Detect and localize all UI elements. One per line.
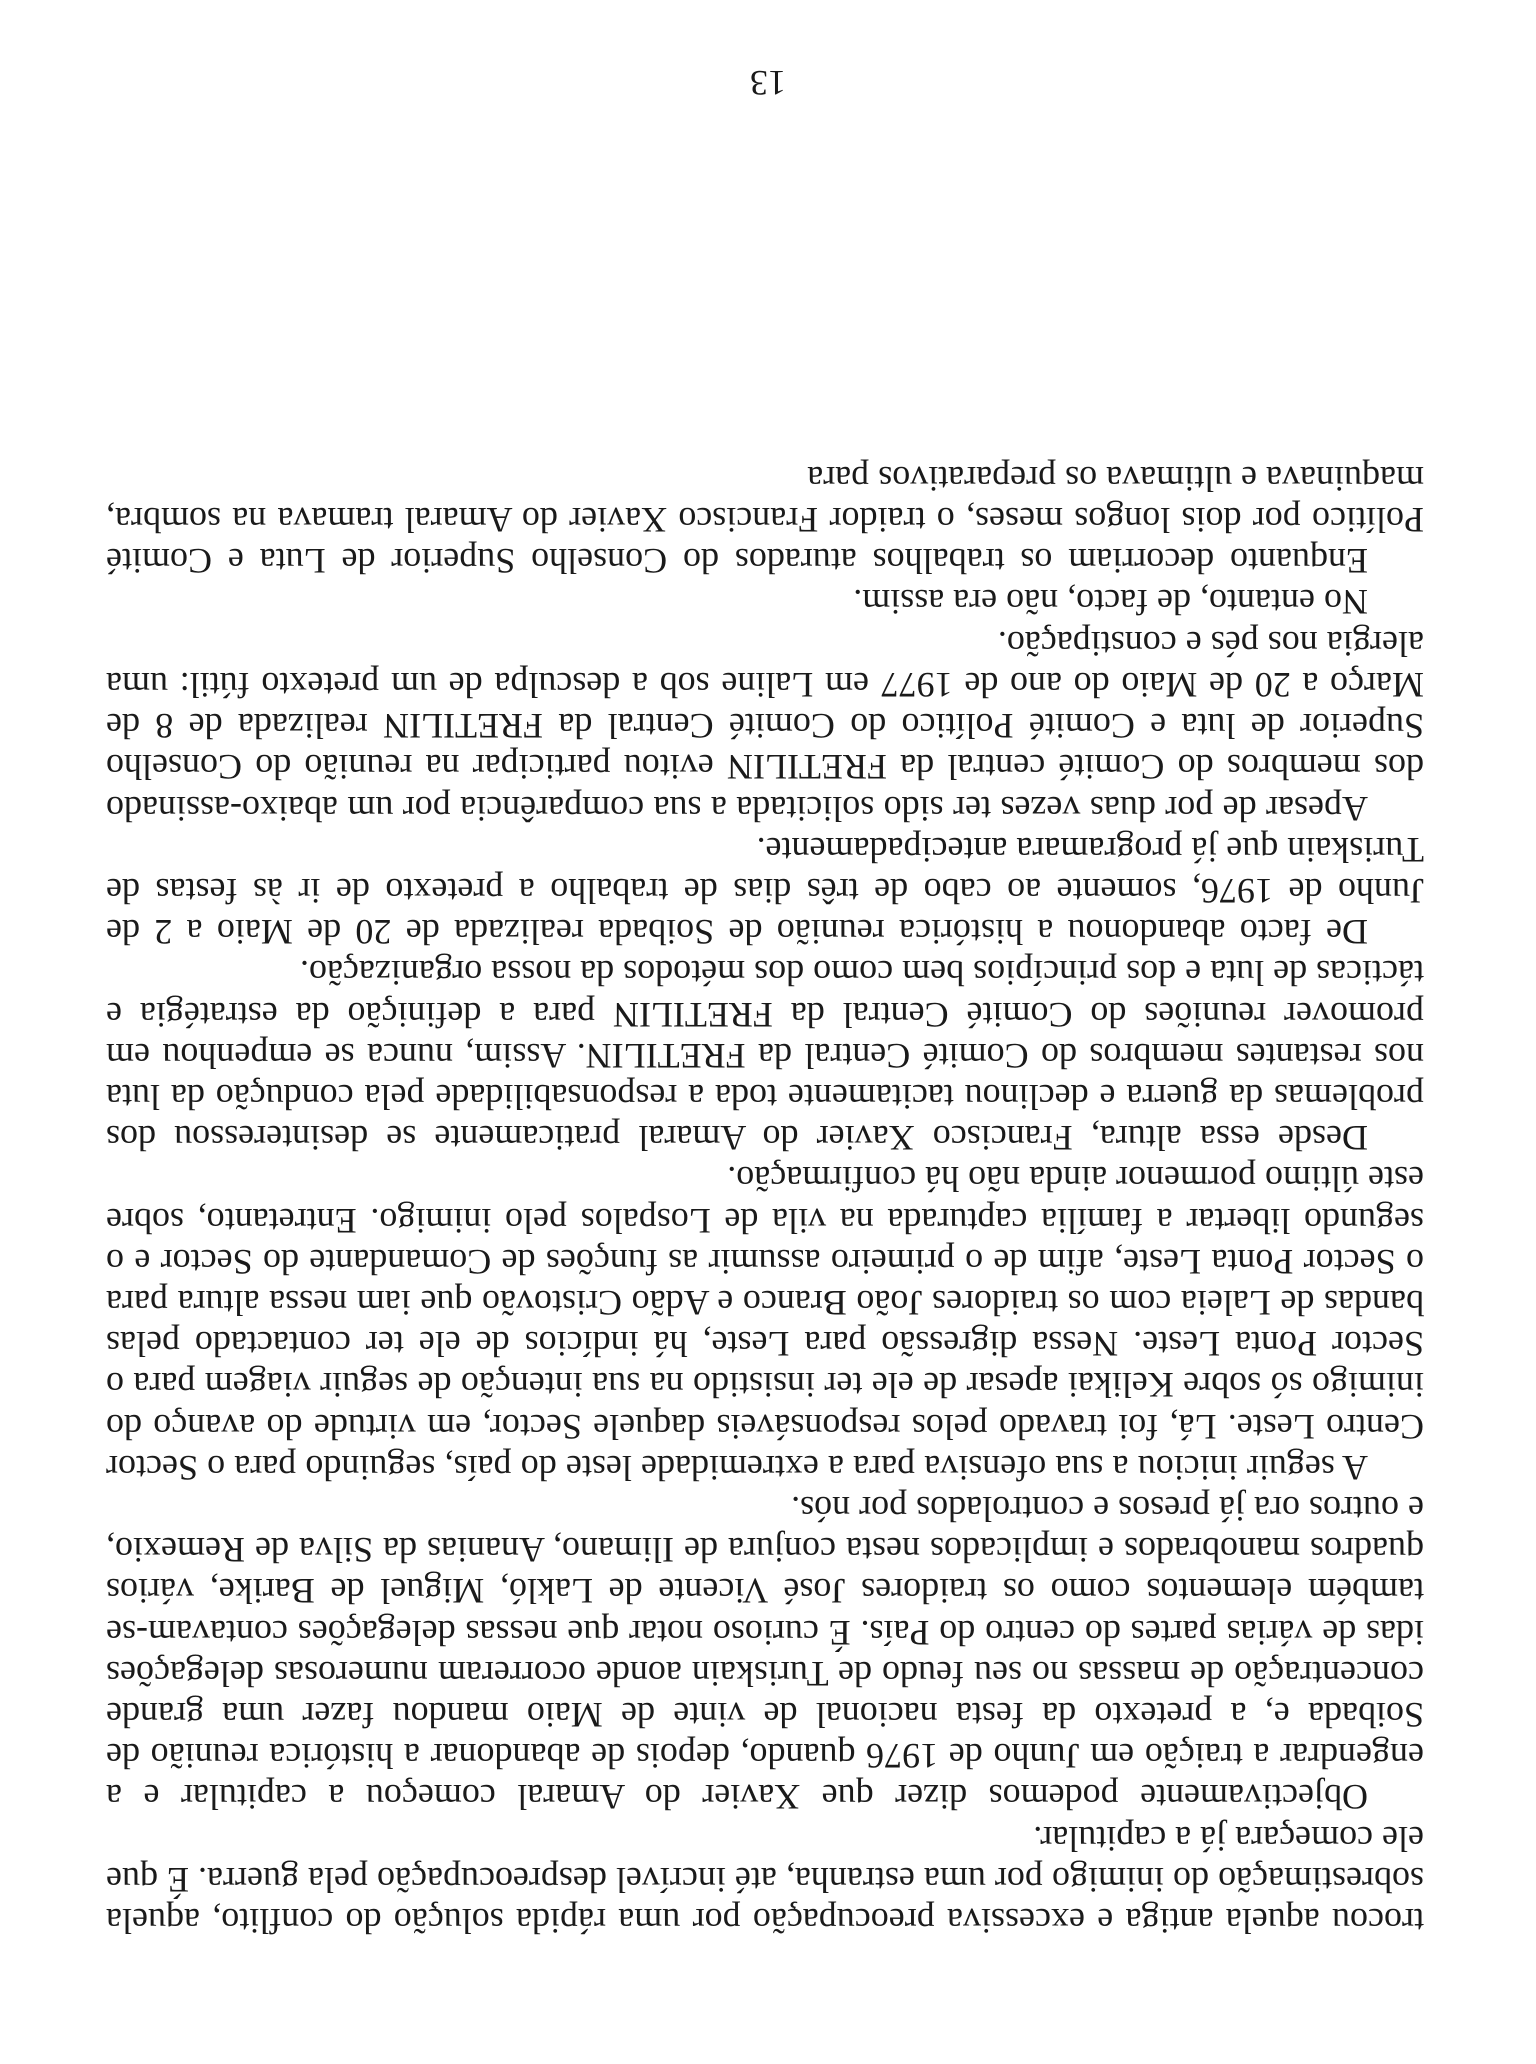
body-text	[106, 458, 1424, 1941]
paragraph-5: De facto abandonou a histórica reunião de Soibada realizada de 20 de Maio a 2 de Junho de 1976, somente ao cabo de três dias de trabalho a pretexto de ir às festas de Turiskain que já programara antecipadamente.	[106, 829, 1424, 953]
paragraph-8: Enquanto decorriam os trabalhos aturados do Conselho Superior de Luta e Comité Político por dois longos meses, o traidor Francisco Xavier do Amaral tramava na sombra, maquinava e ultimava os preparativos para	[106, 458, 1424, 582]
paragraph-3: A seguir iniciou a sua ofensiva para a extremidade leste do país, seguindo para o Sector Centro Leste. Lá, foi travado pelos responsáveis daquele Sector, em virtude do avanço do inimigo só sobre Kelikai apesar de ele ter insistido na sua intenção de seguir viagem para o Sector Ponta Leste. Nessa digressão para Leste, há indícios de ele ter contactado pelas bandas de Laleia com os traidores João Branco e Adão Cristovão que iam nessa altura para o Sector Ponta Leste, afim de o primeiro assumir as funções de Comandante do Sector e o segundo libertar a família capturada na vila de Lospalos pelo inimigo. Entretanto, sobre este último pormenor ainda não há confirmação.	[106, 1159, 1424, 1488]
paragraph-2: Objectivamente podemos dizer que Xavier do Amaral começou a capitular e a engendrar a traição em Junho de 1976 quando, depois de abandonar a histórica reunião de Soibada e, a pretexto da festa nacional de vinte de Maio mandou fazer uma grande concentração de massas no seu feudo de Turiskain aonde ocorreram numerosas delegações idas de várias partes do centro do País. É curioso notar que nessas delegações contavam-se também elementos como os traidores José Vicente de Lakló, Miguel de Barike, vários quadros manobrados e implicados nesta conjura de Ilimano, Ananias da Silva de Remexio, e outros ora já presos e controlados por nós.	[106, 1488, 1424, 1818]
page-number: 13	[750, 63, 786, 103]
paragraph-4: Desde essa altura, Francisco Xavier do Amaral praticamente se desinteressou dos problemas da guerra e declinou tacitamente toda a responsabilidade pela condução da luta nos restantes membros do Comité Central da FRETILIN. Assim, nunca se empenhou em promover reuniões do Comité Central da FRETILIN para a definição da estratégia e tácticas de luta e dos princípios bem como dos métodos da nossa organização.	[106, 953, 1424, 1159]
paragraph-7: No entanto, de facto, não era assim.	[853, 582, 1368, 623]
paragraph-6: Apesar de por duas vezes ter sido solicitada a sua comparência por um abaixo-assinado dos membros do Comité central da FRETILIN evitou participar na reunião do Conselho Superior de luta e Comité Político do Comité Central da FRETILIN realizada de 8 de Março a 20 de Maio do ano de 1977 em Laline sob a desculpa de um pretexto fútil: uma alergia nos pés e constipação.	[106, 623, 1424, 829]
paragraph-1: trocou aquela antiga e excessiva preocupação por uma rápida solução do conflito, aquela sobrestimação do inimigo por uma estranha, até incrível despreocupação pela guerra. É que ele começara já a capitular.	[106, 1818, 1424, 1941]
